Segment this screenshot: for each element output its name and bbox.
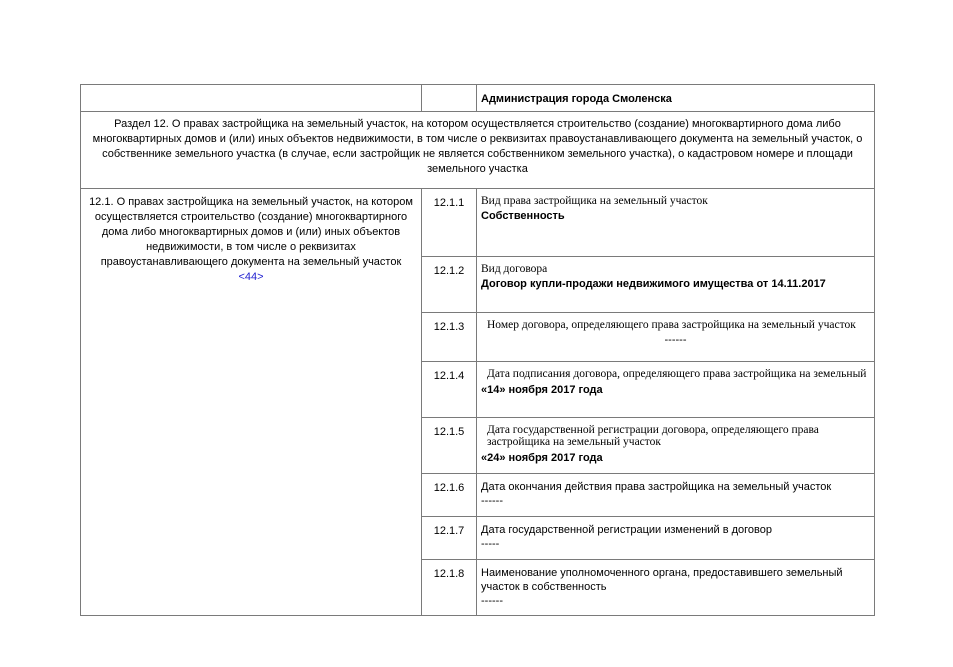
header-row	[81, 85, 875, 112]
row-number: 12.1.6	[422, 474, 477, 517]
field-label: Дата государственной регистрации договора, определяющего права застройщика на земельный участок	[487, 424, 819, 448]
section-title-cell	[81, 112, 875, 189]
field-value: ------	[664, 334, 687, 346]
subsection-description-cell	[81, 189, 422, 616]
footnote-reference-link[interactable]: <44>	[238, 271, 264, 283]
field-value: «14» ноября 2017 года	[481, 384, 603, 396]
field-label: Вид права застройщика на земельный участок	[481, 195, 708, 207]
field-value: Договор купли-продажи недвижимого имущества от 14.11.2017	[481, 278, 826, 290]
field-value: Собственность	[481, 210, 565, 222]
field-label: Дата государственной регистрации изменений в договор	[481, 524, 773, 536]
row-number: 12.1.5	[422, 418, 477, 474]
field-label: Наименование уполномоченного органа, предоставившего земельный участок в собственность	[481, 567, 843, 593]
row-content	[477, 560, 875, 616]
field-value: ------	[481, 495, 503, 507]
row-content	[477, 189, 875, 257]
developer-rights-table	[80, 84, 875, 616]
row-number: 12.1.8	[422, 560, 477, 616]
field-value: ------	[481, 595, 503, 607]
administration-name-cell	[477, 85, 875, 112]
section-row	[81, 112, 875, 189]
row-number: 12.1.2	[422, 257, 477, 313]
header-empty-cell-2	[422, 85, 477, 112]
subsection-description: 12.1. О правах застройщика на земельный участок, на котором осуществляется строительство (создание) многоквартирного дома либо многоквартирных домов и (или) иных объектов недвижимости, в том числе о реквизитах правоустанавливающего документа на земельный участок	[89, 196, 413, 268]
field-label: Вид договора	[481, 263, 548, 275]
table-row	[81, 189, 875, 257]
header-empty-cell-1	[81, 85, 422, 112]
row-content	[477, 474, 875, 517]
row-number: 12.1.3	[422, 313, 477, 362]
row-number: 12.1.7	[422, 517, 477, 560]
field-label: Номер договора, определяющего права застройщика на земельный участок	[487, 319, 856, 331]
administration-name: Администрация города Смоленска	[481, 92, 672, 105]
row-content	[477, 517, 875, 560]
row-number: 12.1.1	[422, 189, 477, 257]
field-value: «24» ноября 2017 года	[481, 452, 603, 464]
field-label: Дата окончания действия права застройщика на земельный участок	[481, 481, 832, 493]
field-value: -----	[481, 538, 500, 550]
row-content	[477, 313, 875, 362]
row-content	[477, 418, 875, 474]
row-number: 12.1.4	[422, 362, 477, 418]
section-title: Раздел 12. О правах застройщика на земельный участок, на котором осуществляется строительство (создание) многоквартирного дома либо многоквартирных домов и (или) иных объектов недвижимости, в том числе о реквизитах правоустанавливающего документа на земельный участок, о собственнике земельного участка (в случае, если застройщик не является собственником земельного участка), о кадастровом номере и площади земельного участка	[92, 118, 863, 175]
field-label: Дата подписания договора, определяющего права застройщика на земельный	[487, 368, 867, 380]
row-content	[477, 362, 875, 418]
row-content	[477, 257, 875, 313]
